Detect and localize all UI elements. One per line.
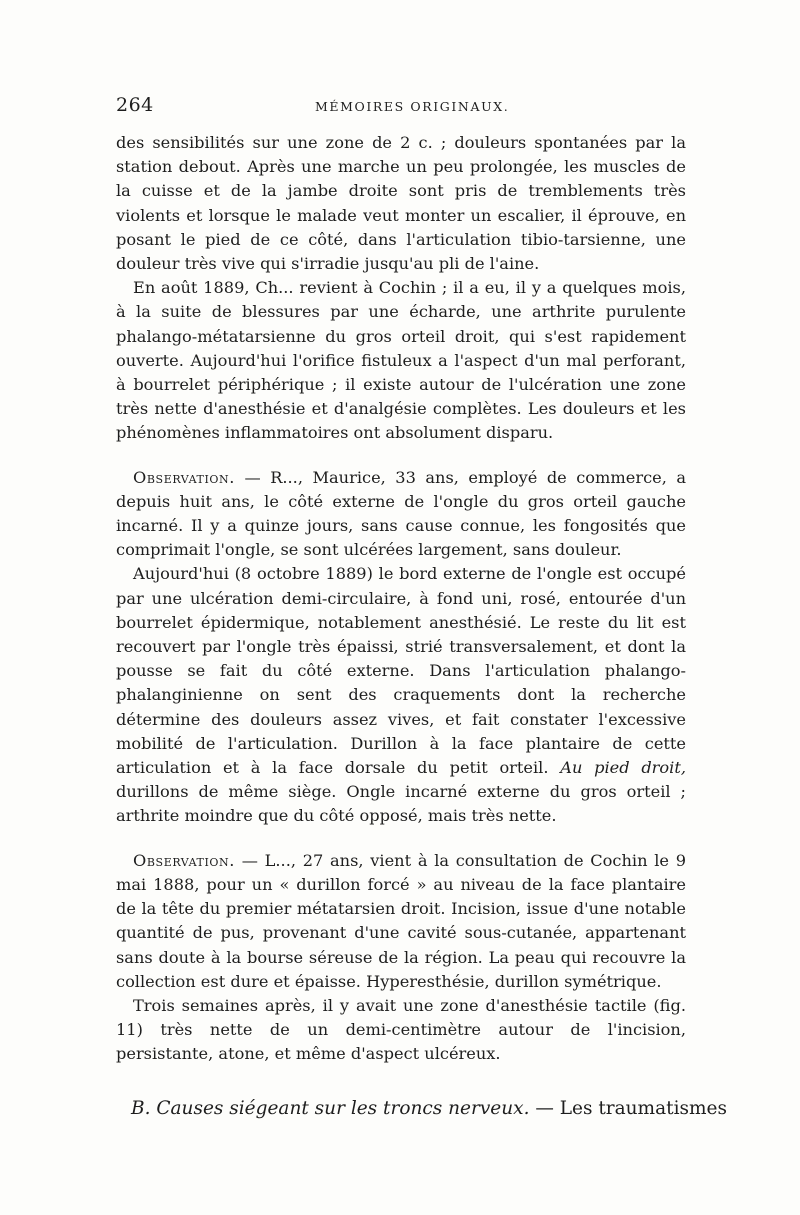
paragraph-4-italic: Au pied droit, — [560, 758, 686, 778]
observation-label: Observation. — [133, 850, 236, 870]
paragraph-4-tail: durillons de même siège. Ongle incarné externe du gros orteil ; arthrite moindre que du côté opposé, mais très nette. — [116, 782, 686, 826]
observation-2 — [116, 466, 686, 563]
observation-text: — L..., 27 ans, vient à la consultation de Cochin le 9 mai 1888, pour un « durillon forcé » au niveau de la face plantaire de la tête du premier métatarsien droit. Incision, issue d'une notable quantité de pus, provenant d'une cavité sous-cutanée, appartenant sans doute à la bourse séreuse de la région. La peau qui recouvre la collection est dure et épaisse. Hyperesthésie, durillon symétrique. — [116, 850, 686, 991]
paragraph-6: Trois semaines après, il y avait une zone d'anesthésie tactile (fig. 11) très nette de un demi-centimètre autour de l'incision, persistante, atone, et même d'aspect ulcéreux. — [116, 995, 686, 1064]
running-head: MÉMOIRES ORIGINAUX. — [315, 99, 510, 114]
section-heading-italic: B. Causes siégeant sur les troncs nerveux. — [131, 1098, 530, 1119]
section-heading-text: — Les traumatismes — [529, 1098, 727, 1119]
observation-text: — R..., Maurice, 33 ans, employé de commerce, a depuis huit ans, le côté externe de l'ongle du gros orteil gauche incarné. Il y a quinze jours, sans cause connue, les fongosités que comprimait l'ongle, se sont ulcérées largement, sans douleur. — [116, 467, 686, 560]
paragraph-4 — [116, 562, 686, 828]
paragraph-2: En août 1889, Ch... revient à Cochin ; il a eu, il y a quelques mois, à la suite de blessures par une écharde, une arthrite purulente phalango-métatarsienne du gros orteil droit, qui s'est rapidement ouverte. Aujourd'hui l'orifice fistuleux a l'aspect d'un mal perforant, à bourrelet périphérique ; il existe autour de l'ulcération une zone très nette d'anesthésie et d'analgésie complètes. Les douleurs et les phénomènes inflammatoires ont absolument disparu. — [116, 278, 686, 443]
observation-3 — [116, 849, 686, 994]
page-number: 264 — [116, 94, 154, 116]
page-header — [116, 94, 686, 124]
paragraph-4-text: Aujourd'hui (8 octobre 1889) le bord externe de l'ongle est occupé par une ulcération demi-circulaire, à fond uni, rosé, entourée d'un bourrelet épidermique, notablement anesthésié. Le reste du lit est recouvert par l'ongle très épaissi, strié transversalement, et dont la pousse se fait du côté externe. Dans l'articulation phalango-phalanginienne on sent des craquements dont la recherche détermine des douleurs assez vives, et fait constater l'excessive mobilité de l'articulation. Durillon à la face plantaire de cette articulation et à la face dorsale du petit orteil. — [116, 564, 686, 778]
paragraph-1: des sensibilités sur une zone de 2 c. ; douleurs spontanées par la station debout. Après une marche un peu prolongée, les muscles de la cuisse et de la jambe droite sont pris de tremblements très violents et lorsque le malade veut monter un escalier, il éprouve, en posant le pied de ce côté, dans l'articulation tibio-tarsienne, une douleur très vive qui s'irradie jusqu'au pli de l'aine. — [116, 133, 686, 274]
body-text — [116, 131, 686, 1067]
section-heading-line — [131, 1096, 727, 1122]
observation-label: Observation. — [133, 467, 236, 487]
